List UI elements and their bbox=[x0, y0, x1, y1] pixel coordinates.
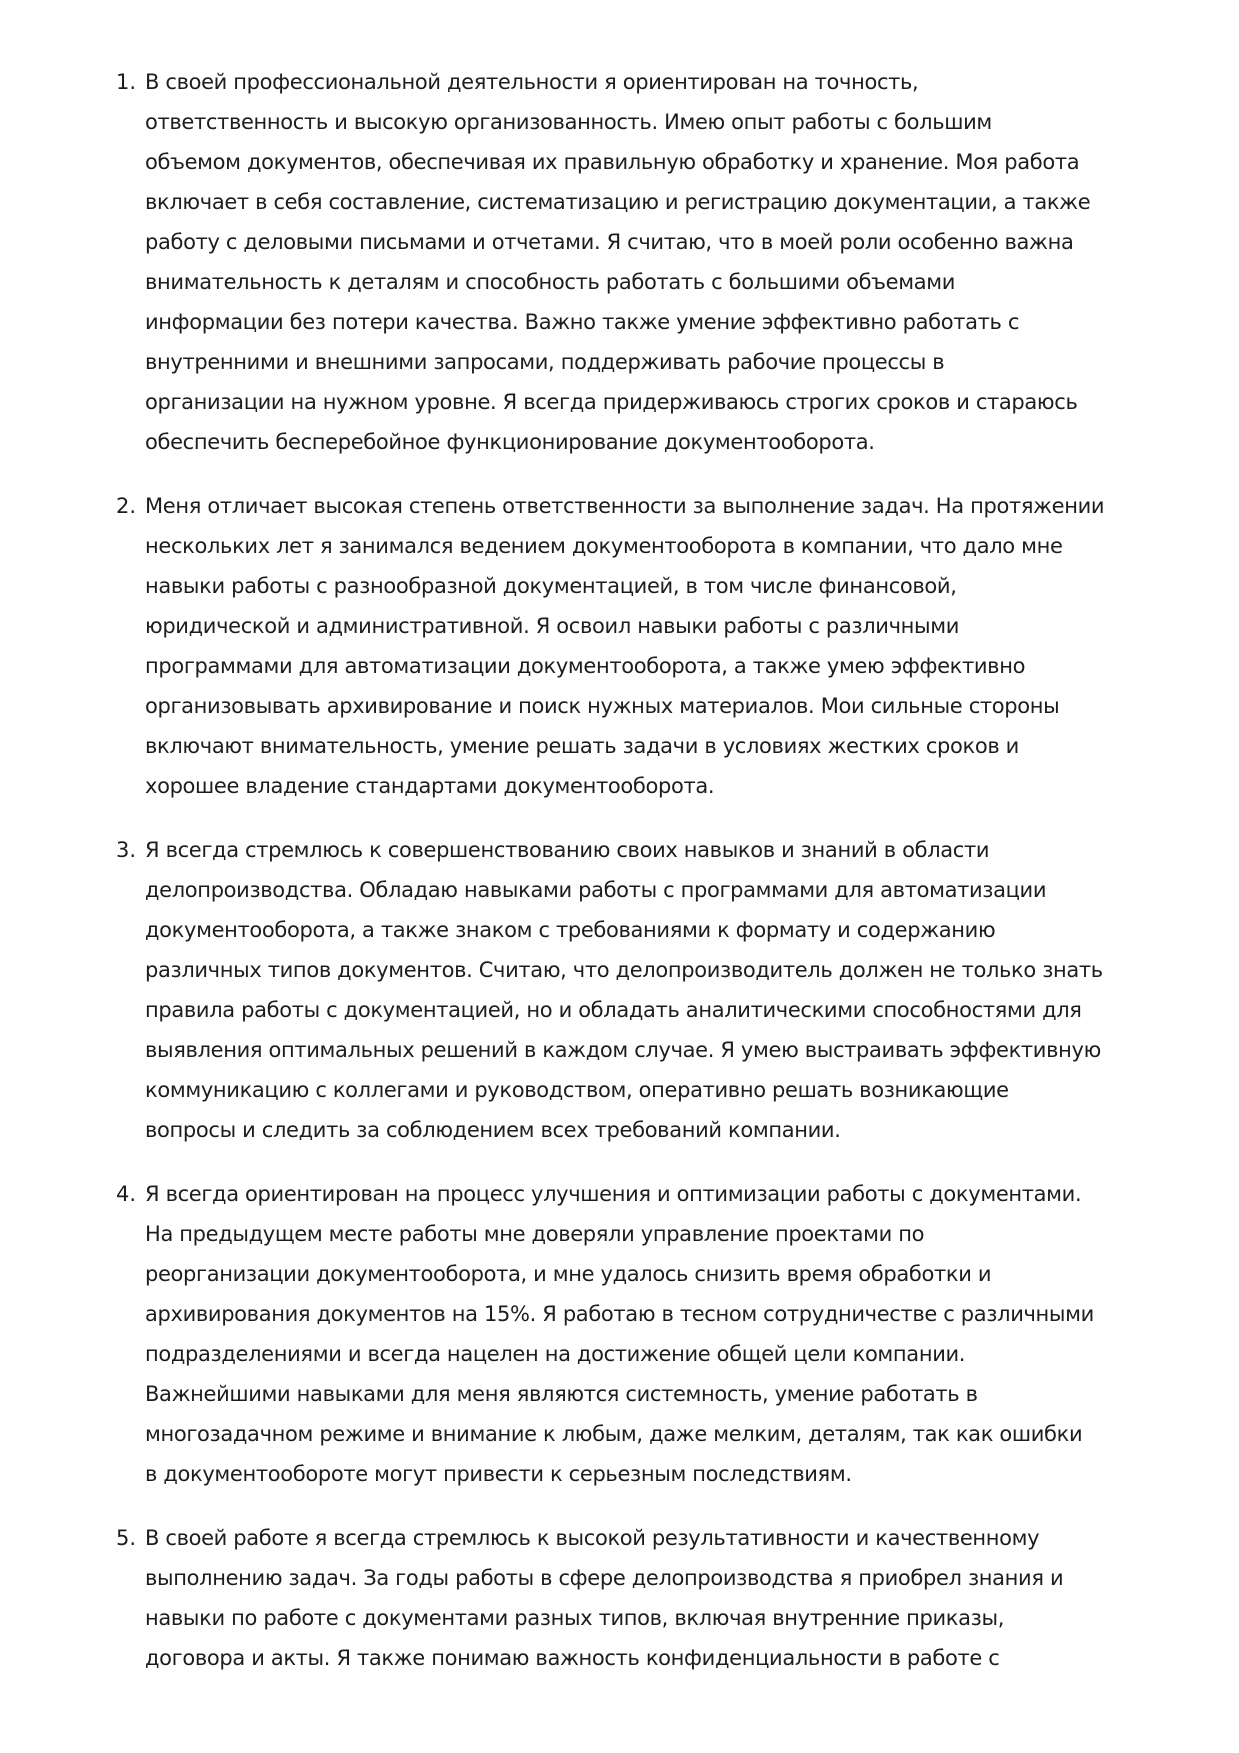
list-item-number: 5. bbox=[116, 1526, 137, 1550]
text-line: ответственность и высокую организованность. Имею опыт работы с большим bbox=[145, 110, 992, 134]
text-line: В своей профессиональной деятельности я ориентирован на точность, bbox=[145, 70, 919, 94]
text-line: Меня отличает высокая степень ответственности за выполнение задач. На протяжении bbox=[145, 494, 1105, 518]
text-line: коммуникацию с коллегами и руководством, оперативно решать возникающие bbox=[145, 1078, 1009, 1102]
text-line: На предыдущем месте работы мне доверяли управление проектами по bbox=[145, 1222, 925, 1246]
list-item-text bbox=[145, 486, 1145, 806]
text-line: навыки работы с разнообразной документацией, в том числе финансовой, bbox=[145, 574, 957, 598]
text-line: включает в себя составление, систематизацию и регистрацию документации, а также bbox=[145, 190, 1091, 214]
text-line: документооборота, а также знаком с требованиями к формату и содержанию bbox=[145, 918, 996, 942]
list-item-text bbox=[145, 1518, 1145, 1678]
text-line: хорошее владение стандартами документооборота. bbox=[145, 774, 715, 798]
text-line: Я всегда ориентирован на процесс улучшения и оптимизации работы с документами. bbox=[145, 1182, 1082, 1206]
list-item bbox=[0, 830, 1239, 1150]
text-line: работу с деловыми письмами и отчетами. Я считаю, что в моей роли особенно важна bbox=[145, 230, 1074, 254]
list-item-number: 4. bbox=[116, 1182, 137, 1206]
text-line: Я всегда стремлюсь к совершенствованию своих навыков и знаний в области bbox=[145, 838, 990, 862]
numbered-list bbox=[0, 62, 1239, 1702]
text-line: включают внимательность, умение решать задачи в условиях жестких сроков и bbox=[145, 734, 1019, 758]
text-line: выявления оптимальных решений в каждом случае. Я умею выстраивать эффективную bbox=[145, 1038, 1101, 1062]
text-line: различных типов документов. Считаю, что делопроизводитель должен не только знать bbox=[145, 958, 1103, 982]
list-item-number: 3. bbox=[116, 838, 137, 862]
text-line: программами для автоматизации документооборота, а также умею эффективно bbox=[145, 654, 1026, 678]
text-line: архивирования документов на 15%. Я работаю в тесном сотрудничестве с различными bbox=[145, 1302, 1094, 1326]
list-item-number: 1. bbox=[116, 70, 137, 94]
text-line: делопроизводства. Обладаю навыками работы с программами для автоматизации bbox=[145, 878, 1047, 902]
text-line: в документообороте могут привести к серьезным последствиям. bbox=[145, 1462, 852, 1486]
text-line: правила работы с документацией, но и обладать аналитическими способностями для bbox=[145, 998, 1082, 1022]
text-line: организации на нужном уровне. Я всегда придерживаюсь строгих сроков и стараюсь bbox=[145, 390, 1078, 414]
text-line: обеспечить бесперебойное функционирование документооборота. bbox=[145, 430, 875, 454]
text-line: вопросы и следить за соблюдением всех требований компании. bbox=[145, 1118, 841, 1142]
list-item-text bbox=[145, 1174, 1145, 1494]
list-item bbox=[0, 62, 1239, 462]
list-item-number: 2. bbox=[116, 494, 137, 518]
text-line: нескольких лет я занимался ведением документооборота в компании, что дало мне bbox=[145, 534, 1063, 558]
text-line: юридической и административной. Я освоил навыки работы с различными bbox=[145, 614, 960, 638]
text-line: внутренними и внешними запросами, поддерживать рабочие процессы в bbox=[145, 350, 945, 374]
text-line: реорганизации документооборота, и мне удалось снизить время обработки и bbox=[145, 1262, 992, 1286]
list-item-text bbox=[145, 830, 1145, 1150]
list-item-text bbox=[145, 62, 1145, 462]
text-line: договора и акты. Я также понимаю важность конфиденциальности в работе с bbox=[145, 1646, 1000, 1670]
text-line: В своей работе я всегда стремлюсь к высокой результативности и качественному bbox=[145, 1526, 1040, 1550]
text-line: подразделениями и всегда нацелен на достижение общей цели компании. bbox=[145, 1342, 966, 1366]
text-line: Важнейшими навыками для меня являются системность, умение работать в bbox=[145, 1382, 978, 1406]
text-line: организовывать архивирование и поиск нужных материалов. Мои сильные стороны bbox=[145, 694, 1060, 718]
text-line: объемом документов, обеспечивая их правильную обработку и хранение. Моя работа bbox=[145, 150, 1080, 174]
list-item bbox=[0, 1518, 1239, 1678]
text-line: информации без потери качества. Важно также умение эффективно работать с bbox=[145, 310, 1020, 334]
text-line: внимательность к деталям и способность работать с большими объемами bbox=[145, 270, 956, 294]
text-line: выполнению задач. За годы работы в сфере делопроизводства я приобрел знания и bbox=[145, 1566, 1064, 1590]
list-item bbox=[0, 1174, 1239, 1494]
text-line: многозадачном режиме и внимание к любым, даже мелким, деталям, так как ошибки bbox=[145, 1422, 1083, 1446]
list-item bbox=[0, 486, 1239, 806]
text-line: навыки по работе с документами разных типов, включая внутренние приказы, bbox=[145, 1606, 1005, 1630]
